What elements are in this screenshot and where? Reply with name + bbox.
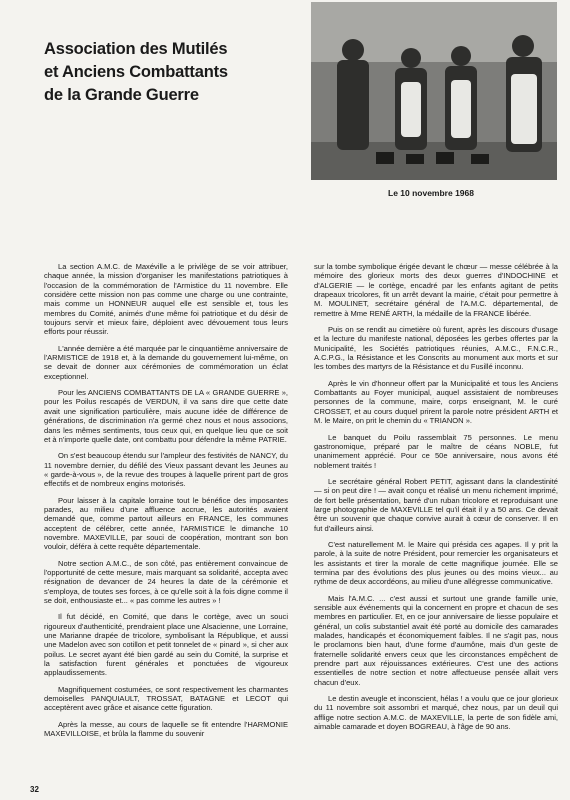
paragraph: Pour laisser à la capitale lorraine tout le bénéfice des imposantes parades, au milieu d'une affluence accrue, les autorités avaient demandé que, comme partout ailleurs en FRANCE, les communes acceptent de célébrer, cette année, l'ARMISTICE le dimanche 10 novembre. MAXEVILLE, par souci de coopération, montrant son bon vouloir, déféra à cette requête départementale. [44, 495, 288, 552]
paragraph: sur la tombe symbolique érigée devant le chœur — messe célébrée à la mémoire des glorieux morts des deux guerres d'INDOCHINE et d'ALGERIE — le cortège, encadré par les enfants agitant de petits drapeaux tricolores, fit un arrêt devant la mairie, c'était pour permettre à M. MOULINET, secrétaire général de l'A.M.C. départemental, de remettre à Mme RENÉ ARTH, la médaille de la FRANCE libérée. [314, 262, 558, 318]
paragraph: Notre section A.M.C., de son côté, pas entièrement convaincue de l'opportunité de cette mesure, mais marquant sa solidarité, accepta avec résignation de devancer de 24 heures la date de la cérémonie et s'employa, de toutes ses forces, à ce qu'elle soit à la fois digne comme il se doit, enthousiaste et... « pas comme les autres » ! [44, 558, 288, 605]
article-title [44, 38, 294, 107]
page-number: 32 [30, 785, 39, 794]
paragraph: Après la messe, au cours de laquelle se fit entendre l'HARMONIE MAXEVILLOISE, et brûla la flamme du souvenir [44, 719, 288, 739]
paragraph: Après le vin d'honneur offert par la Municipalité et tous les Anciens Combattants au Foyer municipal, auquel assistaient de nombreuses personnes de la commune, maire, corps enseignant, M. le curé CROSSET, et au cours duquel prirent la parole notre président ARTH et M. le Maire, on prit le chemin du « TRIANON ». [314, 378, 558, 426]
paragraph: Puis on se rendit au cimetière où furent, après les discours d'usage et la lecture du manifeste national, déposées les gerbes offertes par la Municipalité, les Sociétés patriotiques réunies, A.M.C., F.N.C.R., A.C.P.G., la Résistance et les Conscrits au monument aux morts et sur les tombes des martyrs de la Résistance et du Fusillé inconnu. [314, 325, 558, 372]
paragraph: Mais l'A.M.C. ... c'est aussi et surtout une grande famille unie, sensible aux événements qui la concernent en propre et chacun de ses membres en particulier. Et, en ce jour anniversaire de liesse populaire et général, un colis substantiel avait été porté au domicile des camarades malades, handicapés et économiquement faibles. Il ne s'agit pas, nous le proclamons bien haut, d'une forme d'aumône, mais d'un geste de fraternelle solidarité envers ceux que les circonstances empêchent de prendre part aux réjouissances extérieures. C'est une des actions essentielles de notre section et notre affectueuse pensée allait vers chacun d'eux. [314, 593, 558, 687]
paragraph: C'est naturellement M. le Maire qui présida ces agapes. Il y prit la parole, à la suite de notre Président, pour remercier les organisateurs et les assistants et tirer la morale de cette magnifique journée. Elle se termina par des évolutions des plus jeunes ou des moins vieux... au rythme de deux accordéons, au milieu d'une allégresse communicative. [314, 539, 558, 587]
paragraph: La section A.M.C. de Maxéville a le privilège de se voir attribuer, chaque année, la mission d'organiser les manifestations patriotiques à l'occasion de la commémoration de l'Armistice du 11 novembre. Elle considère cette mission non pas comme une charge ou une contrainte, mais comme un HONNEUR auquel elle est sensible et, tous les membres du Comité, animés d'une même foi patriotique et du désir de toujours servir et mieux faire, déploient avec dévouement tous leurs efforts pour réussir. [44, 262, 288, 337]
paragraph: On s'est beaucoup étendu sur l'ampleur des festivités de NANCY, du 11 novembre dernier, du défilé des Vieux passant devant les Jeunes au « garde-à-vous », de la revue des troupes à laquelle prirent part de gros effectifs et de nombreux engins motorisés. [44, 451, 288, 489]
title-line-2: et Anciens Combattants [44, 63, 228, 81]
article-column-right [314, 262, 558, 738]
paragraph: Magnifiquement costumées, ce sont respectivement les charmantes demoiselles PANQUIAULT, TROSSAT, BATAGNE et LECOT qui acceptèrent avec grâce et aisance cette figuration. [44, 684, 288, 713]
paragraph: L'année dernière a été marquée par le cinquantième anniversaire de l'ARMISTICE de 1918 et, à la demande du gouvernement lui-même, on se devait de donner aux cérémonies de commémoration un éclat exceptionnel. [44, 343, 288, 381]
paragraph: Pour les ANCIENS COMBATTANTS DE LA « GRANDE GUERRE », pour les Poilus rescapés de VERDUN, il va sans dire que cette date avait une signification particulière, mais aucune idée de différence de générations, de discrimination n'a germé chez nous et nous associons, dans les mêmes sentiments, tous ceux qui, en quelque lieu que ce soit et à n'importe quelle date, ont combattu pour défendre la même PATRIE. [44, 388, 288, 444]
paragraph: Le banquet du Poilu rassemblait 75 personnes. Le menu gastronomique, préparé par le maître de céans NOBLE, fut unanimement apprécié. Pour ce 50e anniversaire, nous avons été noblement traités ! [314, 432, 558, 470]
title-line-1: Association des Mutilés [44, 40, 228, 58]
paragraph: Le destin aveugle et inconscient, hélas ! a voulu que ce jour glorieux du 11 novembre soit assombri et marqué, chez nous, par un deuil qui afflige notre section A.M.C. de MAXEVILLE, la perte de son fidèle ami, aimable camarade et doyen BOGREAU, à l'âge de 90 ans. [314, 694, 558, 732]
ceremony-photo [311, 2, 557, 180]
paragraph: Il fut décidé, en Comité, que dans le cortège, avec un souci rigoureux d'authenticité, prendraient place une Alsacienne, une Lorraine, une Marianne drapée de tricolore, symbolisant la République, et aussi une Madelon avec son cotillon et petit tonnelet de « pinard », si cher aux poilus. Le secret ayant été bien gardé au sein du Comité, la surprise et la satisfaction furent générales et ponctuées de vigoureux applaudissements. [44, 612, 288, 678]
ceremony-photo-drawing [311, 2, 557, 180]
paragraph: Le secrétaire général Robert PETIT, agissant dans la clandestinité — si on peut dire ! — avait conçu et réalisé un menu richement imprimé, de fort belle présentation, barré d'un ruban tricolore et reproduisant une large photographie de MAXEVILLE tel qu'il était il y a 50 ans. Ce devait être un souvenir que chaque convive aurait à cœur de conserver. Il en fut d'ailleurs ainsi. [314, 476, 558, 533]
photo-caption: Le 10 novembre 1968 [388, 188, 474, 198]
article-column-left [44, 262, 288, 745]
title-line-3: de la Grande Guerre [44, 86, 199, 104]
